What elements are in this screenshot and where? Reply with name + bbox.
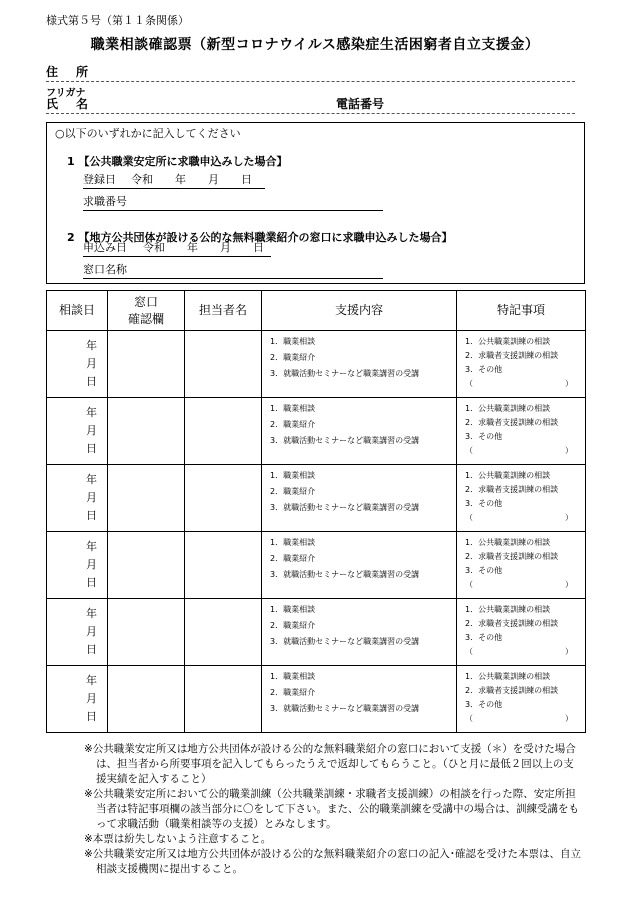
application-date-value: 令和 年 月 日 xyxy=(143,241,264,254)
furigana-label: フリガナ xyxy=(46,88,86,99)
remark-item: 3．その他 xyxy=(465,432,503,441)
instruction-box xyxy=(46,122,585,284)
paren-open: （ xyxy=(465,647,473,656)
header-staff: 担当者名 xyxy=(185,291,262,331)
date-day: 日 xyxy=(86,509,97,522)
table-row xyxy=(47,331,586,398)
address-label: 住所 xyxy=(46,65,107,79)
support-item: 2．職業紹介 xyxy=(270,688,316,697)
support-item: 3．就職活動セミナーなど職業講習の受講 xyxy=(270,637,420,646)
name-field[interactable] xyxy=(46,98,575,114)
support-item: 3．就職活動セミナーなど職業講習の受講 xyxy=(270,436,420,445)
date-year: 年 xyxy=(86,607,97,620)
remark-item: 2．求職者支援訓練の相談 xyxy=(465,619,559,628)
support-item: 2．職業紹介 xyxy=(270,621,316,630)
remark-item: 2．求職者支援訓練の相談 xyxy=(465,351,559,360)
table-row xyxy=(47,532,586,599)
remark-other-paren xyxy=(465,713,585,727)
remarks-cell[interactable] xyxy=(457,599,586,666)
remark-item: 3．その他 xyxy=(465,499,503,508)
support-item: 2．職業紹介 xyxy=(270,554,316,563)
support-item: 3．就職活動セミナーなど職業講習の受講 xyxy=(270,704,420,713)
header-support: 支援内容 xyxy=(262,291,457,331)
remarks-cell[interactable] xyxy=(457,398,586,465)
support-item: 1．職業相談 xyxy=(270,538,316,547)
phone-label: 電話番号 xyxy=(336,97,385,111)
remarks-cell[interactable] xyxy=(457,666,586,733)
date-month: 月 xyxy=(86,491,97,504)
remark-item: 3．その他 xyxy=(465,633,503,642)
date-month: 月 xyxy=(86,558,97,571)
support-list xyxy=(262,398,456,451)
paren-close: ） xyxy=(565,714,573,723)
support-list xyxy=(262,599,456,652)
support-item: 1．職業相談 xyxy=(270,605,316,614)
support-cell[interactable] xyxy=(262,532,457,599)
registration-date-value: 令和 年 月 日 xyxy=(131,173,252,186)
name-label: 氏名 xyxy=(46,97,107,111)
staff-cell[interactable] xyxy=(185,398,262,465)
staff-cell[interactable] xyxy=(185,599,262,666)
date-month: 月 xyxy=(86,357,97,370)
note-2: ※公共職業安定所において公的職業訓練（公共職業訓練・求職者支援訓練）の相談を行った際、安定所担当者は特記事項欄の該当部分に〇をして下さい。また、公的職業訓練を受講中の場合は、訓練受講をもって求職活動（職業相談等の支援）とみなします。 xyxy=(84,788,579,830)
note-3: ※本票は紛失しないよう注意すること。 xyxy=(84,833,272,845)
instruction-hint: ○以下のいずれかに記入してください xyxy=(55,127,241,140)
paren-close: ） xyxy=(565,513,573,522)
support-item: 3．就職活動セミナーなど職業講習の受講 xyxy=(270,369,420,378)
support-cell[interactable] xyxy=(262,398,457,465)
date-cell[interactable] xyxy=(47,331,108,398)
support-item: 3．就職活動セミナーなど職業講習の受講 xyxy=(270,570,420,579)
remark-item: 1．公共職業訓練の相談 xyxy=(465,672,551,681)
staff-cell[interactable] xyxy=(185,465,262,532)
date-cell[interactable] xyxy=(47,599,108,666)
support-cell[interactable] xyxy=(262,465,457,532)
note-4: ※公共職業安定所又は地方公共団体が設ける公的な無料職業紹介の窓口の記入･確認を受けた本票は、自立相談支援機関に提出すること。 xyxy=(84,848,582,875)
remark-item: 2．求職者支援訓練の相談 xyxy=(465,418,559,427)
staff-cell[interactable] xyxy=(185,666,262,733)
support-list xyxy=(262,331,456,384)
note-1: ※公共職業安定所又は地方公共団体が設ける公的な無料職業紹介の窓口において支援（＊）を受けた場合は、担当者から所要事項を記入してもらったうえで返却してもらうこと。（ひと月に最低２回以上の支援実績を記入すること） xyxy=(84,743,576,785)
table-header-row xyxy=(47,291,586,331)
header-confirm-line1: 窓口 xyxy=(133,294,158,309)
registration-date-field[interactable] xyxy=(83,175,265,189)
support-item: 2．職業紹介 xyxy=(270,487,316,496)
date-year: 年 xyxy=(86,540,97,553)
remark-item: 2．求職者支援訓練の相談 xyxy=(465,485,559,494)
remarks-list xyxy=(457,398,585,459)
application-date-field[interactable] xyxy=(83,243,271,257)
date-day: 日 xyxy=(86,375,97,388)
header-remarks: 特記事項 xyxy=(457,291,586,331)
confirm-cell[interactable] xyxy=(108,331,185,398)
date-cell[interactable] xyxy=(47,398,108,465)
support-item: 2．職業紹介 xyxy=(270,353,316,362)
section1-title: 1 【公共職業安定所に求職申込みした場合】 xyxy=(67,155,288,168)
date-cell[interactable] xyxy=(47,666,108,733)
header-confirm-line2: 確認欄 xyxy=(127,311,164,326)
support-list xyxy=(262,532,456,585)
remark-other-paren xyxy=(465,378,585,392)
paren-open: （ xyxy=(465,580,473,589)
support-list xyxy=(262,465,456,518)
date-month: 月 xyxy=(86,625,97,638)
remarks-list xyxy=(457,331,585,392)
staff-cell[interactable] xyxy=(185,532,262,599)
table-row xyxy=(47,465,586,532)
date-month: 月 xyxy=(86,424,97,437)
confirm-cell[interactable] xyxy=(108,666,185,733)
date-month: 月 xyxy=(86,692,97,705)
table-row xyxy=(47,599,586,666)
remarks-cell[interactable] xyxy=(457,331,586,398)
remarks-cell[interactable] xyxy=(457,465,586,532)
header-date: 相談日 xyxy=(47,291,108,331)
staff-cell[interactable] xyxy=(185,331,262,398)
remarks-list xyxy=(457,666,585,727)
paren-close: ） xyxy=(565,379,573,388)
support-item: 3．就職活動セミナーなど職業講習の受講 xyxy=(270,503,420,512)
table-row xyxy=(47,398,586,465)
support-cell[interactable] xyxy=(262,331,457,398)
remark-item: 1．公共職業訓練の相談 xyxy=(465,605,551,614)
paren-open: （ xyxy=(465,446,473,455)
date-cell[interactable] xyxy=(47,532,108,599)
date-year: 年 xyxy=(86,406,97,419)
support-list xyxy=(262,666,456,719)
remark-item: 2．求職者支援訓練の相談 xyxy=(465,686,559,695)
confirm-cell[interactable] xyxy=(108,532,185,599)
form-title: 職業相談確認票（新型コロナウイルス感染症生活困窮者自立支援金） xyxy=(90,37,540,53)
remark-item: 3．その他 xyxy=(465,566,503,575)
remark-item: 1．公共職業訓練の相談 xyxy=(465,471,551,480)
remarks-cell[interactable] xyxy=(457,532,586,599)
remarks-list xyxy=(457,465,585,526)
paren-open: （ xyxy=(465,714,473,723)
consultation-table xyxy=(46,290,586,733)
remark-other-paren xyxy=(465,646,585,660)
header-confirm xyxy=(108,291,185,331)
remark-other-paren xyxy=(465,512,585,526)
remark-other-paren xyxy=(465,579,585,593)
remarks-list xyxy=(457,532,585,593)
date-year: 年 xyxy=(86,473,97,486)
confirm-cell[interactable] xyxy=(108,599,185,666)
remark-item: 3．その他 xyxy=(465,700,503,709)
support-cell[interactable] xyxy=(262,599,457,666)
section2-title: 2 【地方公共団体が設ける公的な無料職業紹介の窓口に求職申込みした場合】 xyxy=(67,231,453,244)
remark-item: 1．公共職業訓練の相談 xyxy=(465,337,551,346)
form-number: 様式第５号（第１１条関係） xyxy=(46,14,189,27)
date-day: 日 xyxy=(86,576,97,589)
notes xyxy=(84,742,584,877)
remarks-list xyxy=(457,599,585,660)
table-row xyxy=(47,666,586,733)
paren-open: （ xyxy=(465,379,473,388)
support-cell[interactable] xyxy=(262,666,457,733)
date-day: 日 xyxy=(86,643,97,656)
job-number-field[interactable] xyxy=(83,197,383,211)
date-day: 日 xyxy=(86,442,97,455)
support-item: 1．職業相談 xyxy=(270,672,316,681)
paren-close: ） xyxy=(565,647,573,656)
remark-item: 2．求職者支援訓練の相談 xyxy=(465,552,559,561)
remark-other-paren xyxy=(465,445,585,459)
registration-date-label: 登録日 xyxy=(83,173,116,186)
address-field[interactable] xyxy=(46,66,575,82)
table-body xyxy=(47,331,586,733)
date-year: 年 xyxy=(86,674,97,687)
date-day: 日 xyxy=(86,710,97,723)
remark-item: 1．公共職業訓練の相談 xyxy=(465,538,551,547)
job-number-label: 求職番号 xyxy=(83,195,127,208)
paren-close: ） xyxy=(565,580,573,589)
application-date-label: 申込み日 xyxy=(83,241,127,254)
confirm-cell[interactable] xyxy=(108,398,185,465)
date-year: 年 xyxy=(86,339,97,352)
remark-item: 1．公共職業訓練の相談 xyxy=(465,404,551,413)
confirm-cell[interactable] xyxy=(108,465,185,532)
remark-item: 3．その他 xyxy=(465,365,503,374)
support-item: 1．職業相談 xyxy=(270,337,316,346)
support-item: 1．職業相談 xyxy=(270,404,316,413)
support-item: 2．職業紹介 xyxy=(270,420,316,429)
paren-open: （ xyxy=(465,513,473,522)
window-name-label: 窓口名称 xyxy=(83,263,127,276)
window-name-field[interactable] xyxy=(83,265,383,279)
date-cell[interactable] xyxy=(47,465,108,532)
support-item: 1．職業相談 xyxy=(270,471,316,480)
paren-close: ） xyxy=(565,446,573,455)
